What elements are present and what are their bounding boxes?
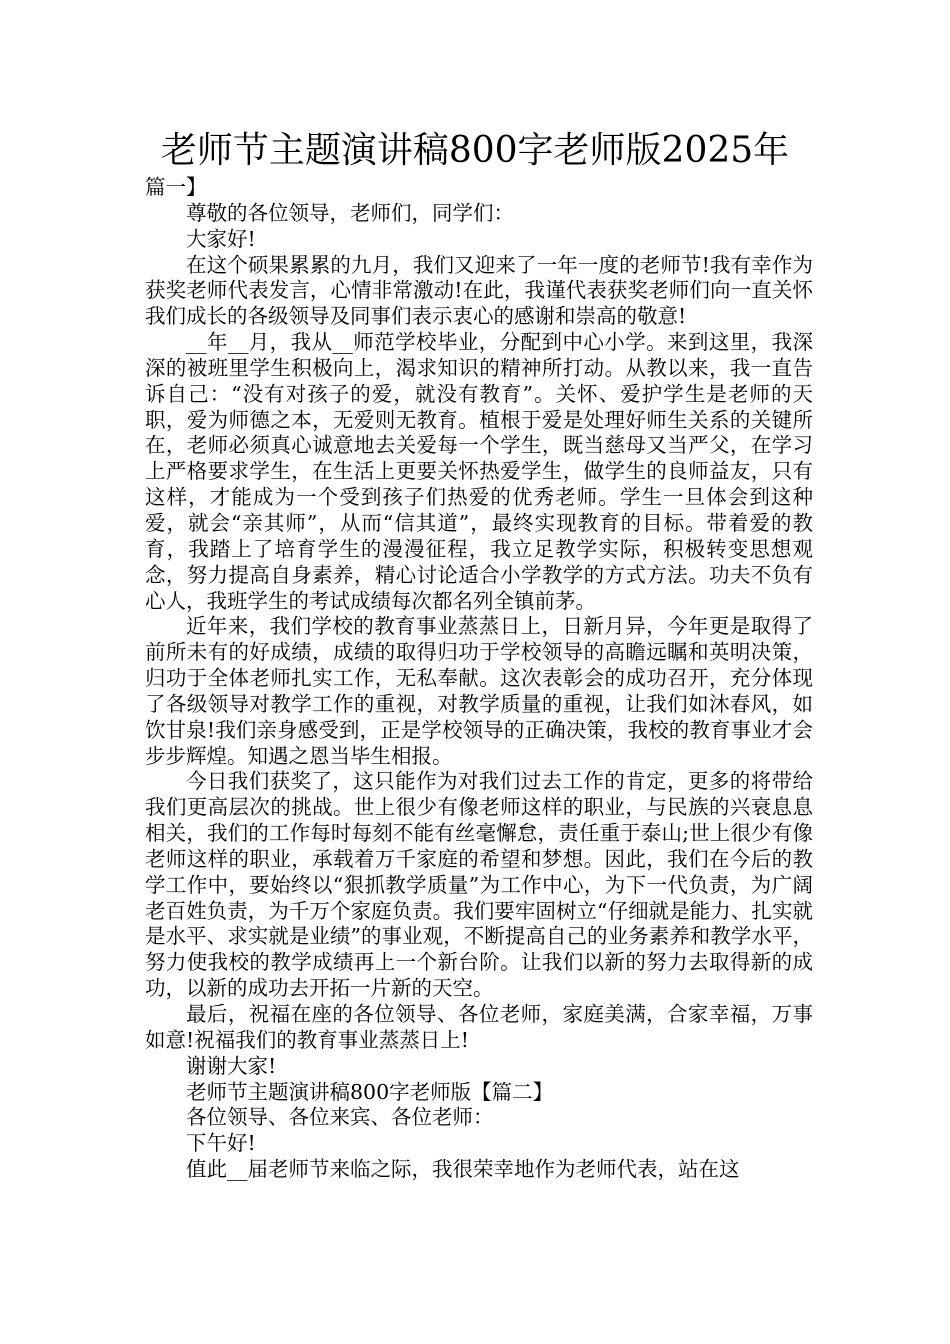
paragraph: 今日我们获奖了，这只能作为对我们过去工作的肯定，更多的将带给我们更高层次的挑战。世上很少有像老师这样的职业，与民族的兴衰息息相关，我们的工作每时每刻不能有丝毫懈怠，责任重于泰山;世上很少有像老师这样的职业，承载着万千家庭的希望和梦想。因此，我们在今后的教学工作中，要始终以“狠抓教学质量”为工作中心，为下一代负责，为广阔老百姓负责，为千万个家庭负责。我们要牢固树立“仔细就是能力、扎实就是水平、求实就是业绩”的事业观，不断提高自己的业务素养和教学水平，努力使我校的教学成绩再上一个新台阶。让我们以新的努力去取得新的成功，以新的成功去开拓一片新的天空。 <box>145 769 813 1001</box>
paragraph: 尊敬的各位领导，老师们，同学们： <box>186 200 514 225</box>
paragraph: __年__月，我从__师范学校毕业，分配到中心小学。来到这里，我深深的被班里学生积极向上，渴求知识的精神所打动。从教以来，我一直告诉自己：“没有对孩子的爱，就没有教育”。关怀、爱护学生是老师的天职，爱为师德之本，无爱则无教育。植根于爱是处理好师生关系的关键所在，老师必须真心诚意地去关爱每一个学生，既当慈母又当严父，在学习上严格要求学生，在生活上更要关怀热爱学生，做学生的良师益友，只有这样，才能成为一个受到孩子们热爱的优秀老师。学生一旦体会到这种爱，就会“亲其师”，从而“信其道”，最终实现教育的目标。带着爱的教育，我踏上了培育学生的漫漫征程，我立足教学实际，积极转变思想观念，努力提高自身素养，精心讨论适合小学教学的方式方法。功夫不负有心人，我班学生的考试成绩每次都名列全镇前茅。 <box>145 330 813 613</box>
section-heading: 老师节主题演讲稿800字老师版【篇二】 <box>186 1079 554 1104</box>
document-body <box>145 175 813 1183</box>
paragraph: 各位领导、各位来宾、各位老师： <box>186 1105 494 1130</box>
paragraph: 在这个硕果累累的九月，我们又迎来了一年一度的老师节!我有幸作为获奖老师代表发言，心情非常激动!在此，我谨代表获奖老师们向一直关怀我们成长的各级领导及同事们表示衷心的感谢和崇高的敬意! <box>145 252 813 329</box>
paragraph: 谢谢大家! <box>186 1053 277 1078</box>
document-title: 老师节主题演讲稿800字老师版2025年 <box>160 130 790 171</box>
paragraph: 大家好! <box>186 226 256 251</box>
section-label: 篇一】 <box>145 175 207 199</box>
paragraph: 最后，祝福在座的各位领导、各位老师，家庭美满，合家幸福，万事如意!祝福我们的教育事业蒸蒸日上! <box>145 1002 813 1052</box>
paragraph: 值此__届老师节来临之际，我很荣幸地作为老师代表，站在这 <box>186 1157 740 1182</box>
paragraph: 下午好! <box>186 1131 256 1156</box>
paragraph: 近年来，我们学校的教育事业蒸蒸日上，日新月异，今年更是取得了前所未有的好成绩，成绩的取得归功于学校领导的高瞻远瞩和英明决策，归功于全体老师扎实工作，无私奉献。这次表彰会的成功召开，充分体现了各级领导对教学工作的重视，对教学质量的重视，让我们如沐春风，如饮甘泉!我们亲身感受到，正是学校领导的正确决策，我校的教育事业才会步步辉煌。知遇之恩当毕生相报。 <box>145 614 813 768</box>
